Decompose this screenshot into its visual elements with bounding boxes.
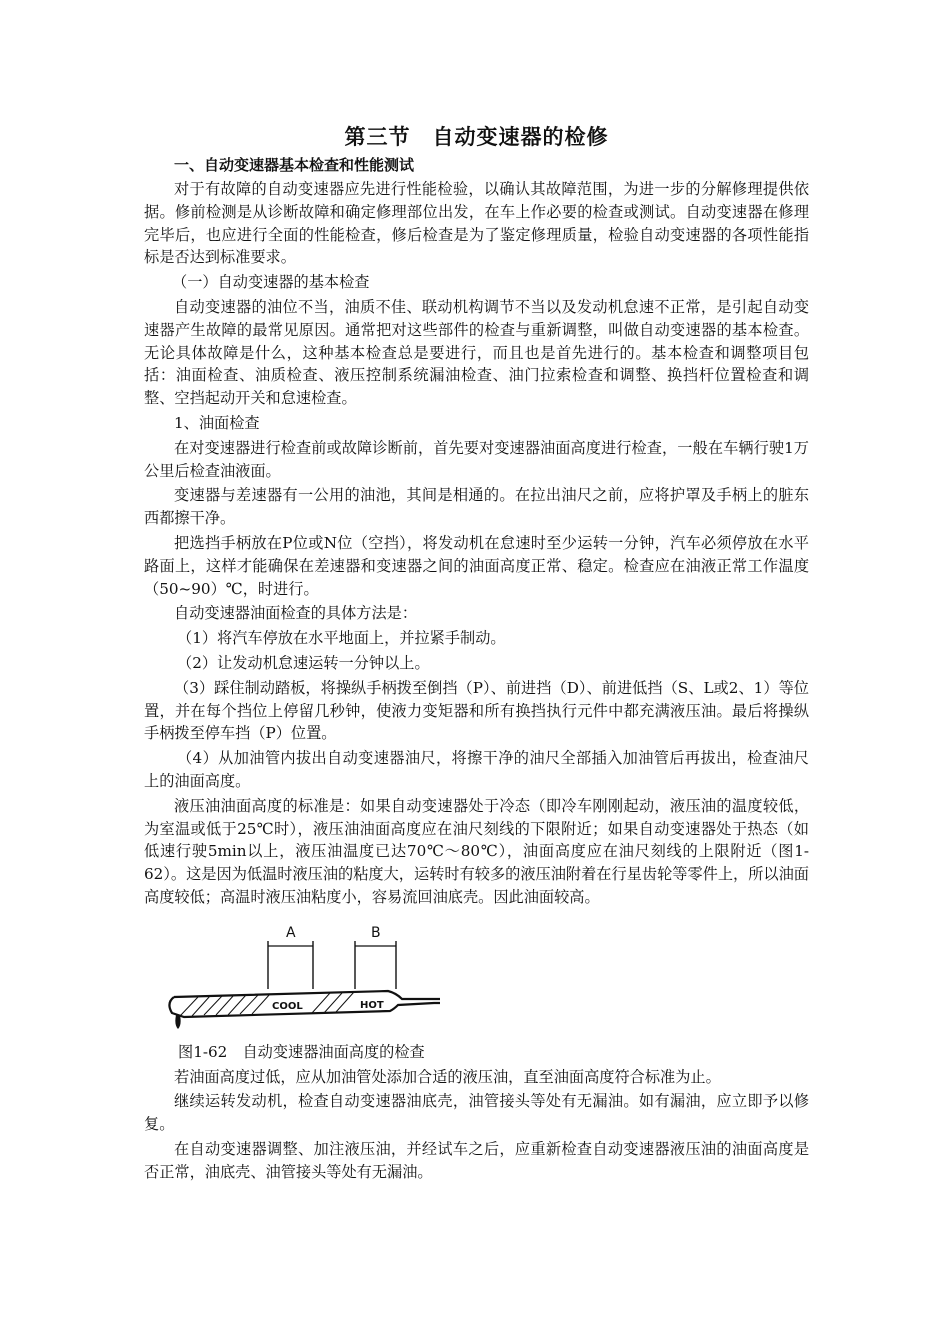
paragraph-intro: 对于有故障的自动变速器应先进行性能检验，以确认其故障范围，为进一步的分解修理提供依据。修前检测是从诊断故障和确定修理部位出发，在车上作必要的检查或测试。自动变速器在修理完毕后，也应进行全面的性能检查，修后检查是为了鉴定修理质量，检验自动变速器的各项性能指标是否达到标准要求。 bbox=[144, 180, 809, 267]
item-heading-oil-level: 1、油面检查 bbox=[174, 413, 260, 432]
label-hot: HOT bbox=[360, 999, 384, 1011]
step-3: （3）踩住制动踏板，将操纵手柄拨至倒挡（P）、前进挡（D）、前进低挡（S、L或2、1）等位置，并在每个挡位上停留几秒钟，使液力变矩器和所有换挡执行元件中都充满液压油。最后将操纵手柄拨至停车挡（P）位置。 bbox=[144, 678, 809, 743]
subsection-heading: （一）自动变速器的基本检查 bbox=[172, 273, 370, 292]
paragraph-recheck: 在自动变速器调整、加注液压油，并经试车之后，应重新检查自动变速器液压油的油面高度是否正常，油底壳、油管接头等处有无漏油。 bbox=[144, 1139, 809, 1181]
paragraph-oil-level-2: 变速器与差速器有一公用的油池，其间是相通的。在拉出油尺之前，应将护罩及手柄上的脏东西都擦干净。 bbox=[144, 486, 809, 528]
step-4: （4）从加油管内拔出自动变速器油尺，将擦干净的油尺全部插入加油管后再拔出，检查油尺上的油面高度。 bbox=[144, 749, 809, 790]
dipstick-upper-edge bbox=[174, 991, 440, 999]
dipstick-figure bbox=[144, 919, 809, 1041]
oil-drip bbox=[175, 1015, 180, 1029]
dipstick-diagram bbox=[162, 919, 462, 1037]
paragraph-oil-level-1: 在对变速器进行检查前或故障诊断前，首先要对变速器油面高度进行检查，一般在车辆行驶1万公里后检查油液面。 bbox=[144, 438, 809, 480]
dipstick-lower-edge bbox=[169, 997, 440, 1017]
text-column bbox=[144, 122, 809, 1185]
paragraph-add-oil: 若油面高度过低，应从加油管处添加合适的液压油，直至油面高度符合标准为止。 bbox=[174, 1067, 721, 1086]
page-title: 第三节 自动变速器的检修 bbox=[344, 125, 609, 149]
paragraph-basic-check: 自动变速器的油位不当，油质不佳、联动机构调节不当以及发动机怠速不正常，是引起自动变速器产生故障的最常见原因。通常把对这些部件的检查与重新调整，叫做自动变速器的基本检查。无论具体故障是什么，这种基本检查总是要进行，而且也是首先进行的。基本检查和调整项目包括：油面检查、油质检查、液压控制系统漏油检查、油门拉索检查和调整、换挡杆位置检查和调整、空挡起动开关和怠速检查。 bbox=[144, 297, 809, 408]
paragraph-oil-level-3: 把选挡手柄放在P位或N位（空挡），将发动机在怠速时至少运转一分钟，汽车必须停放在水平路面上，这样才能确保在差速器和变速器之间的油面高度正常、稳定。检查应在油液正常工作温度（50~90）℃，时进行。 bbox=[144, 533, 809, 598]
paragraph-leak-check: 继续运转发动机，检查自动变速器油底壳，油管接头等处有无漏油。如有漏油，应立即予以修复。 bbox=[144, 1092, 809, 1134]
figure-caption: 图1-62 自动变速器油面高度的检查 bbox=[178, 1042, 425, 1061]
paragraph-standard: 液压油油面高度的标准是：如果自动变速器处于冷态（即冷车刚刚起动，液压油的温度较低，为室温或低于25℃时），液压油油面高度应在油尺刻线的下限附近；如果自动变速器处于热态（如低速行驶5min以上，液压油温度已达70℃～80℃），油面高度应在油尺刻线的上限附近（图1-62）。这是因为低温时液压油的粘度大，运转时有较多的液压油附着在行星齿轮等零件上，所以油面高度较低；高温时液压油粘度小，容易流回油底壳。因此油面较高。 bbox=[144, 796, 809, 906]
paragraph-method-intro: 自动变速器油面检查的具体方法是： bbox=[174, 604, 417, 623]
label-b: B bbox=[371, 924, 381, 941]
label-a: A bbox=[286, 924, 296, 941]
step-1: （1）将汽车停放在水平地面上，并拉紧手制动。 bbox=[177, 629, 506, 648]
step-2: （2）让发动机怠速运转一分钟以上。 bbox=[177, 653, 430, 672]
section-heading: 一、自动变速器基本检查和性能测试 bbox=[174, 156, 415, 174]
label-cool: COOL bbox=[272, 1000, 303, 1012]
